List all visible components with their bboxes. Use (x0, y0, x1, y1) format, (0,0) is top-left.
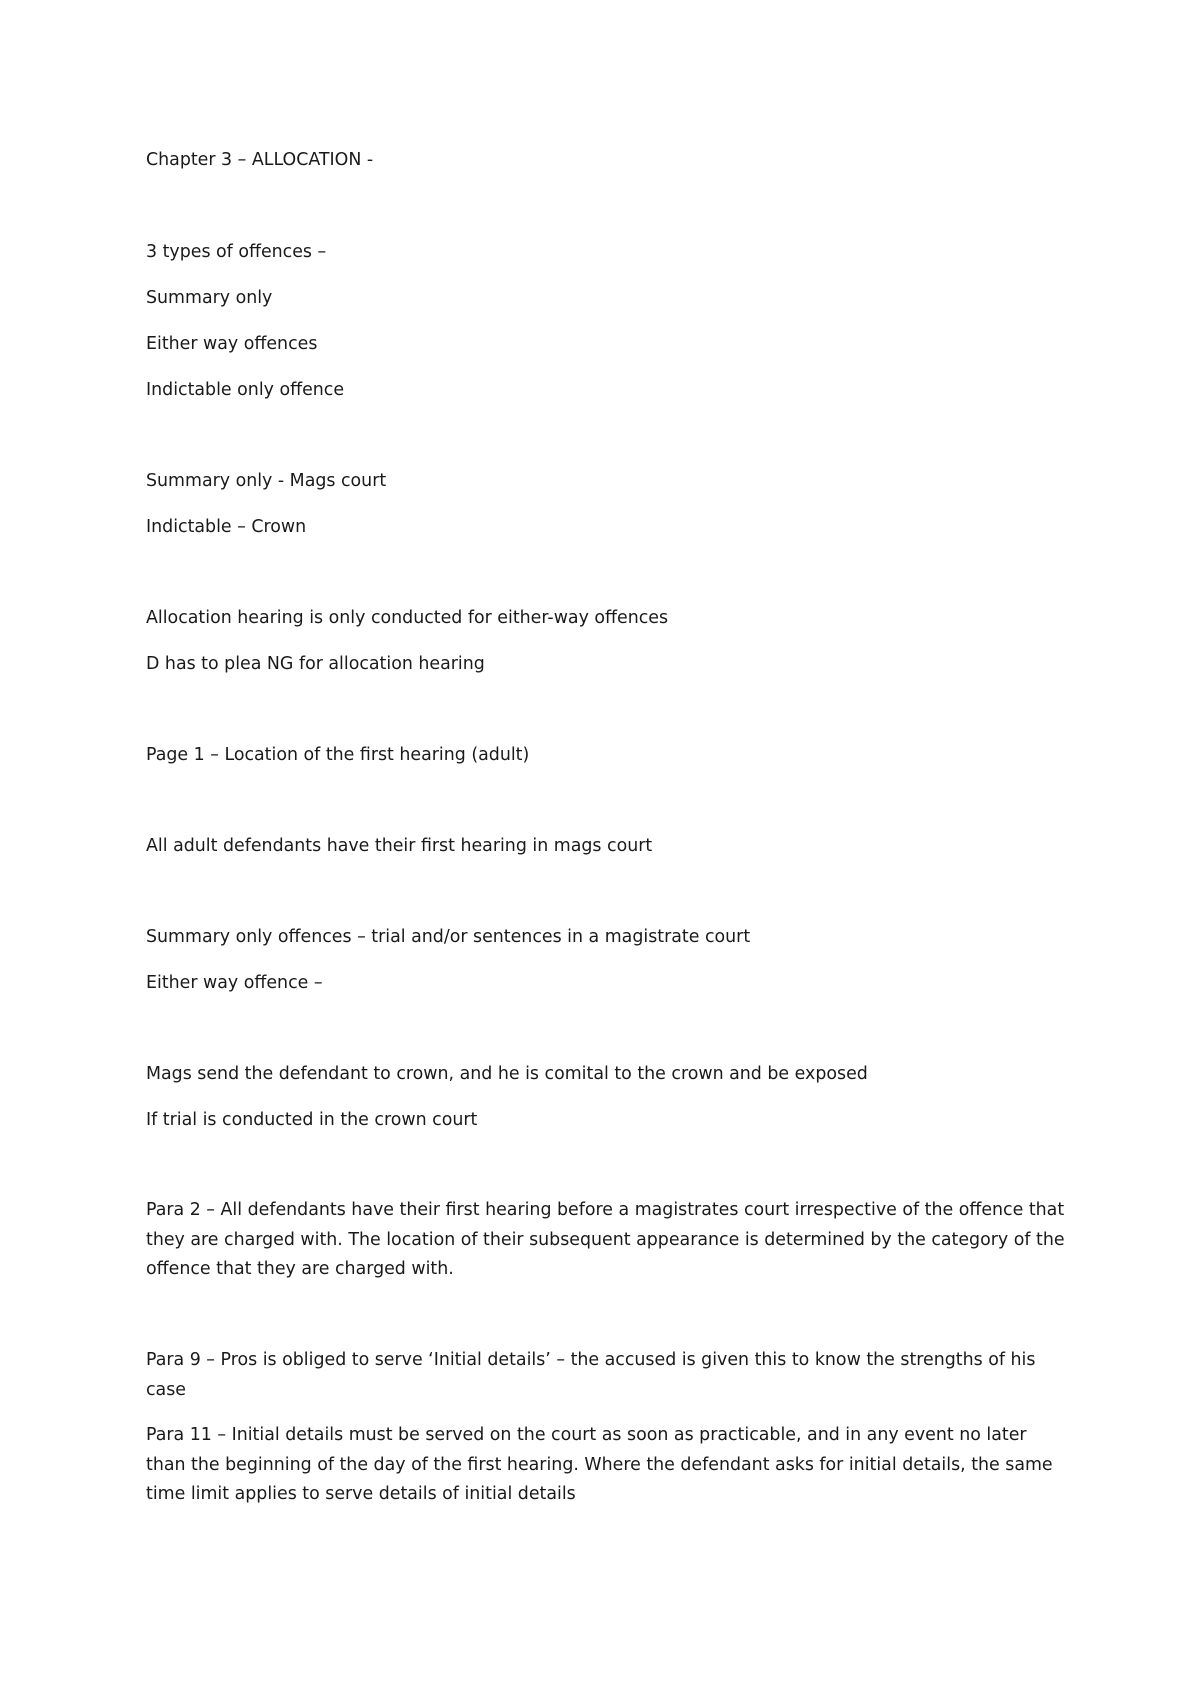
allocation-note: Allocation hearing is only conducted for either-way offences (146, 608, 669, 628)
mags-send-note: Mags send the defendant to crown, and he is comital to the crown and be exposed (146, 1064, 868, 1084)
chapter-title: Chapter 3 – ALLOCATION - (146, 150, 374, 170)
summary-offences-note: Summary only offences – trial and/or sentences in a magistrate court (146, 927, 751, 947)
offence-types-heading: 3 types of offences – (146, 242, 327, 262)
para-11: Para 11 – Initial details must be served on the court as soon as practicable, and in any event no later than the beginning of the day of the first hearing. Where the defendant asks for initial details, the same time limit applies to serve details of initial details (146, 1425, 1053, 1504)
offence-type-item: Summary only (146, 288, 273, 308)
offence-type-item: Indictable only offence (146, 380, 345, 400)
page1-heading: Page 1 – Location of the first hearing (adult) (146, 745, 530, 765)
first-hearing-note: All adult defendants have their first hearing in mags court (146, 836, 653, 856)
venue-line: Indictable – Crown (146, 517, 307, 537)
para-9: Para 9 – Pros is obliged to serve ‘Initial details’ – the accused is given this to know the strengths of his case (146, 1350, 1036, 1400)
crown-trial-note: If trial is conducted in the crown court (146, 1110, 478, 1130)
venue-line: Summary only - Mags court (146, 471, 387, 491)
para-2: Para 2 – All defendants have their first hearing before a magistrates court irrespective of the offence that they are charged with. The location of their subsequent appearance is determined by the category of the offence that they are charged with. (146, 1200, 1065, 1279)
allocation-note: D has to plea NG for allocation hearing (146, 654, 485, 674)
offence-type-item: Either way offences (146, 334, 318, 354)
either-way-note: Either way offence – (146, 973, 323, 993)
